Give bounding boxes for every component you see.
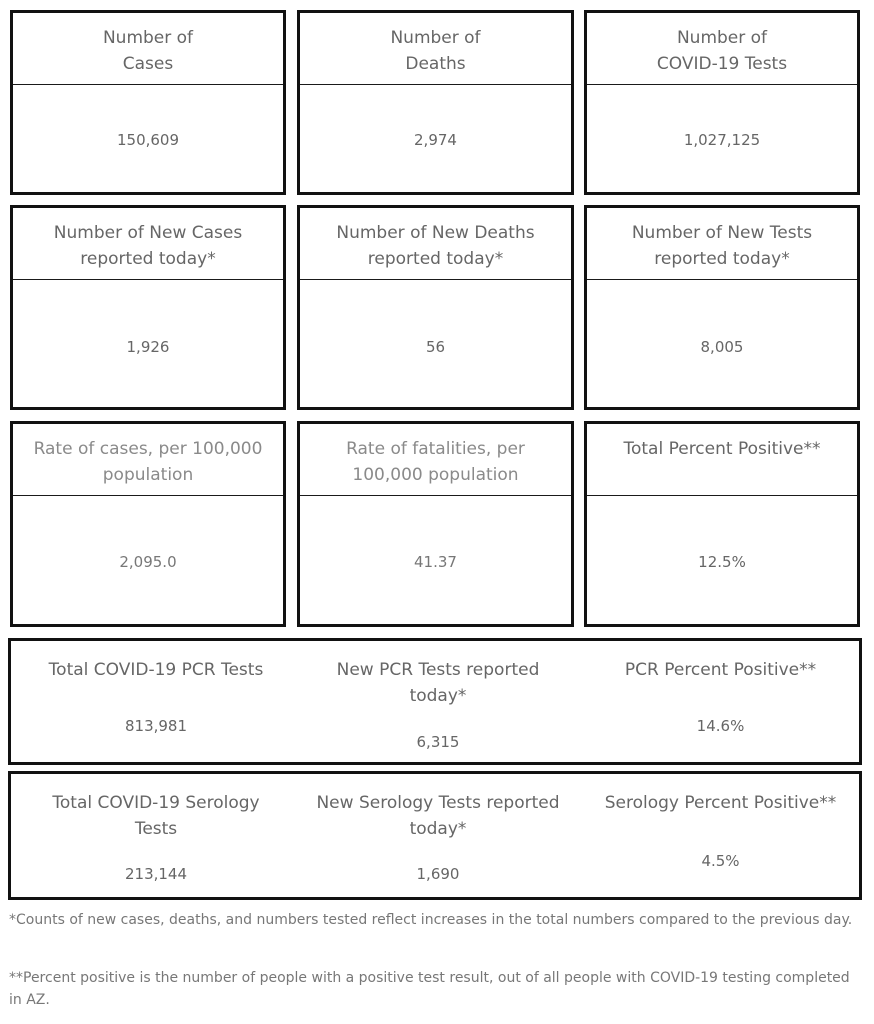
- footnote-percent-positive: **Percent positive is the number of people with a positive test result, out of all people with COVID-19 testing completed in AZ.: [9, 970, 850, 1008]
- tile-label: Number of New Deaths reported today*: [336, 223, 535, 269]
- pcr-total-value: 813,981: [124, 717, 188, 735]
- tile-value: 2,974: [414, 131, 457, 149]
- pcr-percent-label: PCR Percent Positive**: [624, 660, 817, 680]
- divider: [13, 84, 283, 85]
- serology-percent-value: 4.5%: [701, 852, 740, 870]
- tile-rate-of-fatalities: [297, 421, 574, 627]
- tile-value: 150,609: [116, 131, 180, 149]
- serology-total-value: 213,144: [124, 865, 188, 883]
- serology-total-label: Total COVID-19 Serology Tests: [52, 793, 260, 839]
- tile-number-of-deaths: [297, 10, 574, 195]
- tile-new-tests: [584, 205, 860, 410]
- tile-number-of-tests: [584, 10, 860, 195]
- pcr-new-value: 6,315: [416, 733, 460, 751]
- tile-label: Rate of fatalities, per 100,000 population: [346, 439, 525, 485]
- serology-total-column: [11, 774, 301, 897]
- tile-value: 8,005: [700, 338, 744, 356]
- tile-label: Number of Cases: [102, 28, 194, 74]
- tile-label: Number of New Tests reported today*: [631, 223, 813, 269]
- tile-label: Total Percent Positive**: [623, 439, 821, 459]
- pcr-total-label: Total COVID-19 PCR Tests: [48, 660, 264, 680]
- divider: [300, 495, 571, 496]
- pcr-total-column: [11, 641, 301, 762]
- serology-tests-panel: [8, 771, 862, 900]
- tile-value: 12.5%: [698, 553, 746, 571]
- tile-label: Number of New Cases reported today*: [53, 223, 243, 269]
- tile-number-of-cases: [10, 10, 286, 195]
- serology-new-value: 1,690: [416, 865, 460, 883]
- divider: [587, 84, 857, 85]
- divider: [300, 279, 571, 280]
- pcr-percent-column: [578, 641, 863, 762]
- tile-new-cases: [10, 205, 286, 410]
- pcr-new-label: New PCR Tests reported today*: [336, 660, 540, 706]
- divider: [587, 495, 857, 496]
- footnote-new-counts: *Counts of new cases, deaths, and numbers tested reflect increases in the total numbers compared to the previous day.: [9, 912, 853, 928]
- tile-value: 56: [425, 338, 446, 356]
- tile-label: Number of COVID-19 Tests: [656, 28, 788, 74]
- pcr-percent-value: 14.6%: [696, 717, 745, 735]
- tile-value: 1,027,125: [683, 131, 761, 149]
- tile-label: Rate of cases, per 100,000 population: [33, 439, 263, 485]
- tile-rate-of-cases: [10, 421, 286, 627]
- divider: [13, 495, 283, 496]
- serology-new-column: [298, 774, 578, 897]
- pcr-tests-panel: [8, 638, 862, 765]
- tile-value: 2,095.0: [119, 553, 177, 571]
- serology-percent-column: [578, 774, 863, 897]
- serology-new-label: New Serology Tests reported today*: [316, 793, 560, 839]
- tile-value: 1,926: [126, 338, 170, 356]
- serology-percent-label: Serology Percent Positive**: [604, 793, 837, 813]
- tile-value: 41.37: [414, 553, 457, 571]
- divider: [587, 279, 857, 280]
- pcr-new-column: [298, 641, 578, 762]
- tile-total-percent-positive: [584, 421, 860, 627]
- divider: [300, 84, 571, 85]
- divider: [13, 279, 283, 280]
- tile-label: Number of Deaths: [390, 28, 481, 74]
- tile-new-deaths: [297, 205, 574, 410]
